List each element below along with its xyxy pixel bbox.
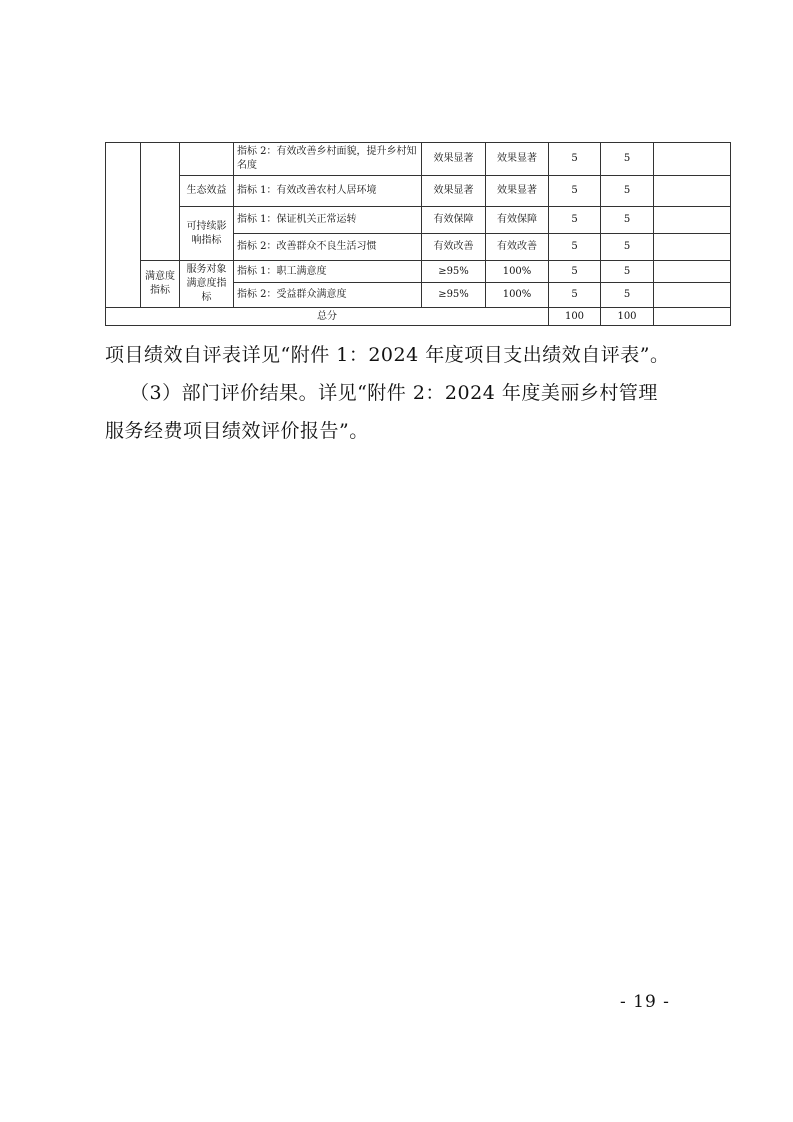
- total-row: [106, 308, 731, 326]
- body-paragraph-line: （3）部门评价结果。详见“附件 2：2024 年度美丽乡村管理: [130, 382, 658, 404]
- score-cell: 5: [601, 261, 654, 283]
- score-cell: 5: [601, 234, 654, 261]
- indicator-cell: 指标 1：保证机关正常运转: [234, 207, 422, 234]
- remark-cell: [654, 261, 731, 283]
- remark-cell: [654, 207, 731, 234]
- total-weight: 100: [549, 308, 601, 326]
- target-value-cell: ≥95%: [422, 283, 486, 308]
- score-cell: 5: [601, 143, 654, 176]
- indicator-cell: 指标 1：职工满意度: [234, 261, 422, 283]
- target-value-cell: 效果显著: [422, 143, 486, 176]
- weight-cell: 5: [549, 176, 601, 207]
- performance-evaluation-table: [105, 142, 731, 326]
- score-cell: 5: [601, 283, 654, 308]
- page-number: - 19 -: [620, 992, 670, 1012]
- remark-cell: [654, 283, 731, 308]
- indicator-cell: 指标 2：受益群众满意度: [234, 283, 422, 308]
- weight-cell: 5: [549, 143, 601, 176]
- body-paragraph-line: 项目绩效自评表详见“附件 1：2024 年度项目支出绩效自评表”。: [105, 344, 670, 366]
- actual-value-cell: 有效改善: [486, 234, 549, 261]
- remark-cell: [654, 143, 731, 176]
- target-value-cell: ≥95%: [422, 261, 486, 283]
- total-score: 100: [601, 308, 654, 326]
- score-cell: 5: [601, 176, 654, 207]
- indicator-cell: 指标 2：改善群众不良生活习惯: [234, 234, 422, 261]
- table-row: [106, 176, 731, 207]
- remark-cell: [654, 176, 731, 207]
- actual-value-cell: 效果显著: [486, 143, 549, 176]
- level3-indicator-cell: 服务对象满意度指标: [180, 261, 234, 308]
- weight-cell: 5: [549, 261, 601, 283]
- table-row: [106, 207, 731, 234]
- indicator-cell: 指标 1：有效改善农村人居环境: [234, 176, 422, 207]
- actual-value-cell: 100%: [486, 261, 549, 283]
- level2-indicator-cell: [141, 143, 180, 261]
- actual-value-cell: 效果显著: [486, 176, 549, 207]
- target-value-cell: 有效改善: [422, 234, 486, 261]
- target-value-cell: 效果显著: [422, 176, 486, 207]
- table-row: [106, 261, 731, 283]
- level2-indicator-cell: 满意度指标: [141, 261, 180, 308]
- level3-indicator-cell: 可持续影响指标: [180, 207, 234, 261]
- actual-value-cell: 有效保障: [486, 207, 549, 234]
- remark-cell: [654, 308, 731, 326]
- target-value-cell: 有效保障: [422, 207, 486, 234]
- remark-cell: [654, 234, 731, 261]
- level3-indicator-cell: 生态效益: [180, 176, 234, 207]
- weight-cell: 5: [549, 234, 601, 261]
- table-row: [106, 143, 731, 176]
- body-paragraph-line: 服务经费项目绩效评价报告”。: [105, 420, 369, 442]
- weight-cell: 5: [549, 207, 601, 234]
- weight-cell: 5: [549, 283, 601, 308]
- total-label: 总分: [106, 308, 549, 326]
- level3-indicator-cell: [180, 143, 234, 176]
- actual-value-cell: 100%: [486, 283, 549, 308]
- score-cell: 5: [601, 207, 654, 234]
- level1-indicator-cell: [106, 143, 141, 308]
- indicator-cell: 指标 2：有效改善乡村面貌，提升乡村知名度: [234, 143, 422, 176]
